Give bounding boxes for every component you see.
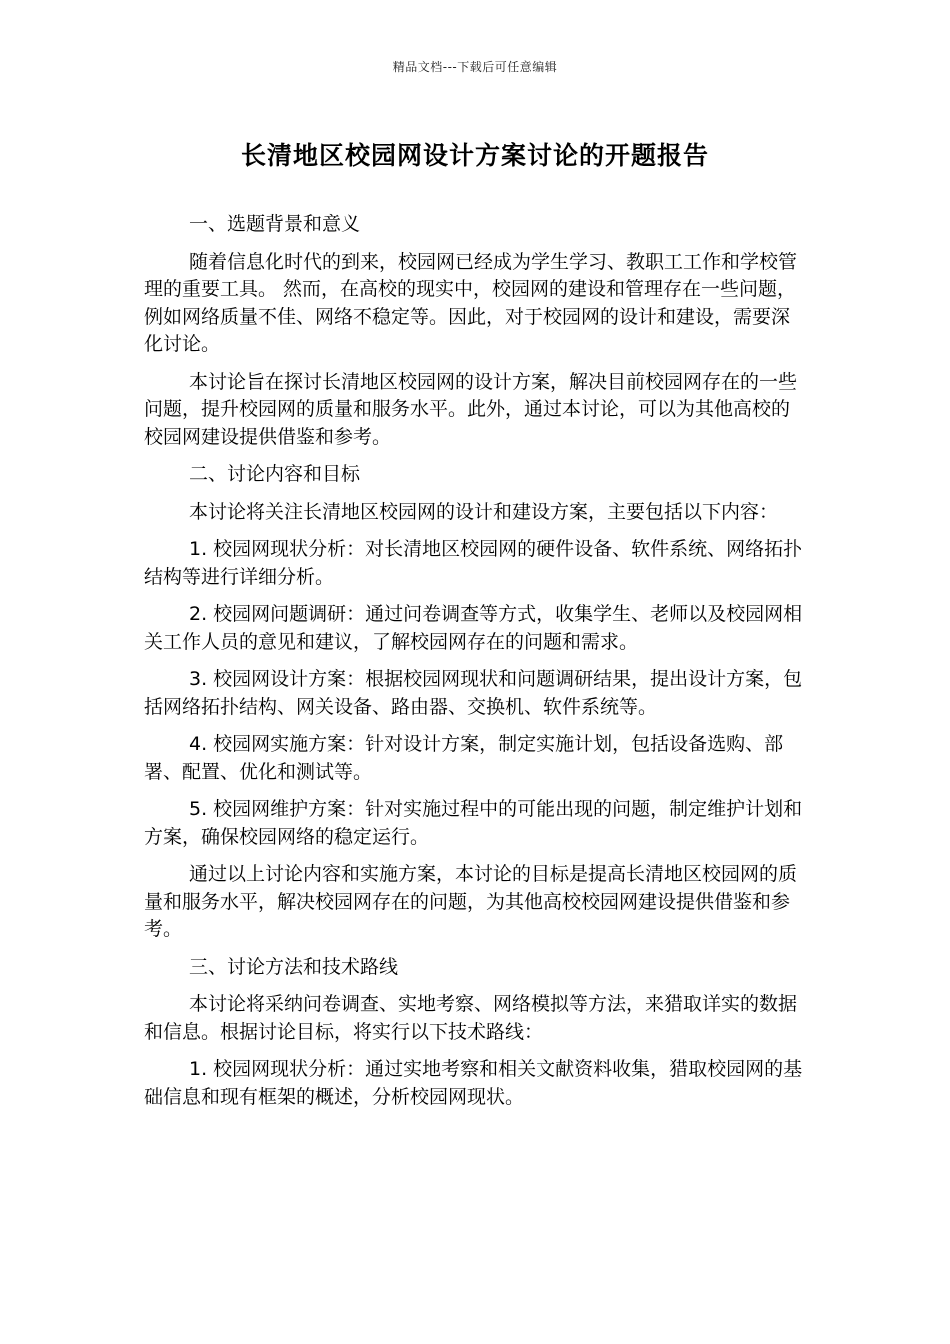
paragraph: 本讨论旨在探讨长清地区校园网的设计方案，解决目前校园网存在的一些问题，提升校园网的质量和服务水平。此外，通过本讨论，可以为其他高校的校园网建设提供借鉴和参考。 — [144, 370, 798, 448]
section-heading-1: 一、选题背景和意义 — [189, 213, 361, 235]
list-item: 4. 校园网实施方案：针对设计方案，制定实施计划，包括设备选购、部署、配置、优化和测试等。 — [144, 733, 784, 783]
section-heading-3: 三、讨论方法和技术路线 — [189, 955, 399, 978]
document-title: 长清地区校园网设计方案讨论的开题报告 — [240, 141, 709, 170]
paragraph: 随着信息化时代的到来，校园网已经成为学生学习、教职工工作和学校管理的重要工具。 然而，在高校的现实中，校园网的建设和管理存在一些问题，例如网络质量不佳、网络不稳定等。因此，对于校园网的设计和建设，需要深化讨论。 — [144, 250, 798, 355]
list-item: 5. 校园网维护方案：针对实施过程中的可能出现的问题，制定维护计划和方案，确保校园网络的稳定运行。 — [144, 798, 803, 848]
list-item: 1. 校园网现状分析：对长清地区校园网的硬件设备、软件系统、网络拓扑结构等进行详细分析。 — [144, 538, 803, 588]
paragraph: 本讨论将采纳问卷调查、实地考察、网络模拟等方法，来猎取详实的数据和信息。根据讨论目标，将实行以下技术路线： — [144, 993, 798, 1043]
section-heading-2: 二、讨论内容和目标 — [189, 463, 361, 485]
header-note: 精品文档---下载后可任意编辑 — [392, 60, 558, 74]
paragraph: 本讨论将关注长清地区校园网的设计和建设方案，主要包括以下内容： — [189, 500, 779, 523]
list-item: 3. 校园网设计方案：根据校园网现状和问题调研结果，提出设计方案，包括网络拓扑结构、网关设备、路由器、交换机、软件系统等。 — [144, 668, 803, 718]
paragraph: 通过以上讨论内容和实施方案，本讨论的目标是提高长清地区校园网的质量和服务水平，解决校园网存在的问题，为其他高校校园网建设提供借鉴和参考。 — [144, 863, 798, 940]
list-item: 2. 校园网问题调研：通过问卷调查等方式，收集学生、老师以及校园网相关工作人员的意见和建议，了解校园网存在的问题和需求。 — [144, 603, 803, 653]
list-item: 1. 校园网现状分析：通过实地考察和相关文献资料收集，猎取校园网的基础信息和现有框架的概述，分析校园网现状。 — [144, 1058, 803, 1108]
document-body — [144, 211, 806, 1121]
